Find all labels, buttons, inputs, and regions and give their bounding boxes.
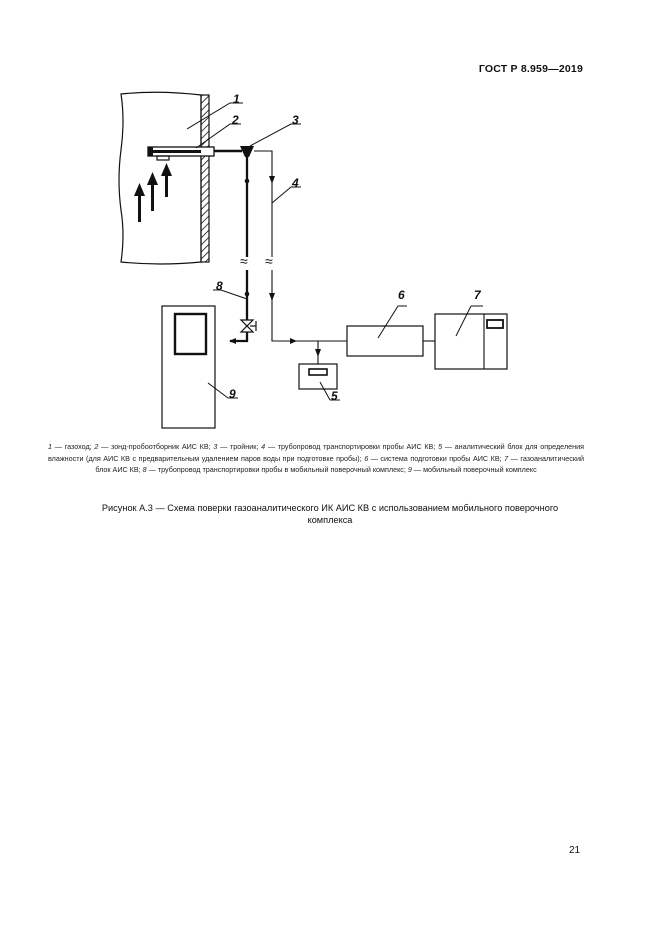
legend-num-4: 4 [261,442,266,451]
label-6: 6 [398,288,405,302]
legend-num-5: 5 [438,442,443,451]
unit-7 [435,314,507,369]
legend-text-9: — мобильный поверочный комплекс [411,465,537,474]
legend-text-2: — зонд-пробоотборник АИС КВ; [98,442,214,451]
break-mark-right: ≈ [265,253,273,269]
valve [241,320,256,332]
legend-num-2: 2 [94,442,99,451]
legend-num-9: 9 [407,465,412,474]
label-7: 7 [474,288,481,302]
legend-text-4: — трубопровод транспортировки пробы АИС КВ; [265,442,439,451]
label-8: 8 [216,279,223,293]
schematic-diagram [0,0,661,440]
legend-text-6: — система подготовки пробы АИС КВ; [368,453,505,463]
flow-arrows [134,163,172,222]
break-mark-left: ≈ [240,253,248,269]
label-9: 9 [229,387,236,401]
legend-num-6: 6 [364,453,369,463]
label-3: 3 [292,113,299,127]
label-2: 2 [232,113,239,127]
unit-5 [299,364,337,389]
legend-num-8: 8 [142,465,147,474]
gas-duct [119,92,201,264]
legend-text-1: — газоход; [52,442,95,451]
figure-caption: Рисунок А.3 — Схема поверки газоаналитического ИК АИС КВ с использованием мобильного поверочного комплекса [101,503,559,525]
legend-text-5: — аналитический блок для определения влажности (для АИС КВ с предварительным удалением паров воды при подготовке пробы); [48,442,585,463]
label-5: 5 [331,389,338,403]
legend-text-3: — тройник; [217,442,262,451]
page-number: 21 [569,845,581,856]
label-1: 1 [233,92,240,106]
figure-legend [48,441,584,476]
label-4: 4 [292,176,299,190]
sampling-probe [148,147,242,160]
pipeline-8 [230,157,247,341]
legend-text-7: — газоаналитический блок АИС КВ; [95,453,584,474]
legend-num-3: 3 [213,442,218,451]
legend-num-7: 7 [504,453,509,463]
legend-text-8: — трубопровод транспортировки пробы в мобильный поверочный комплекс; [146,465,408,474]
document-header: ГОСТ Р 8.959—2019 [478,63,583,75]
unit-6 [347,326,423,356]
legend-num-1: 1 [48,442,52,451]
tee-fitting [240,146,254,157]
